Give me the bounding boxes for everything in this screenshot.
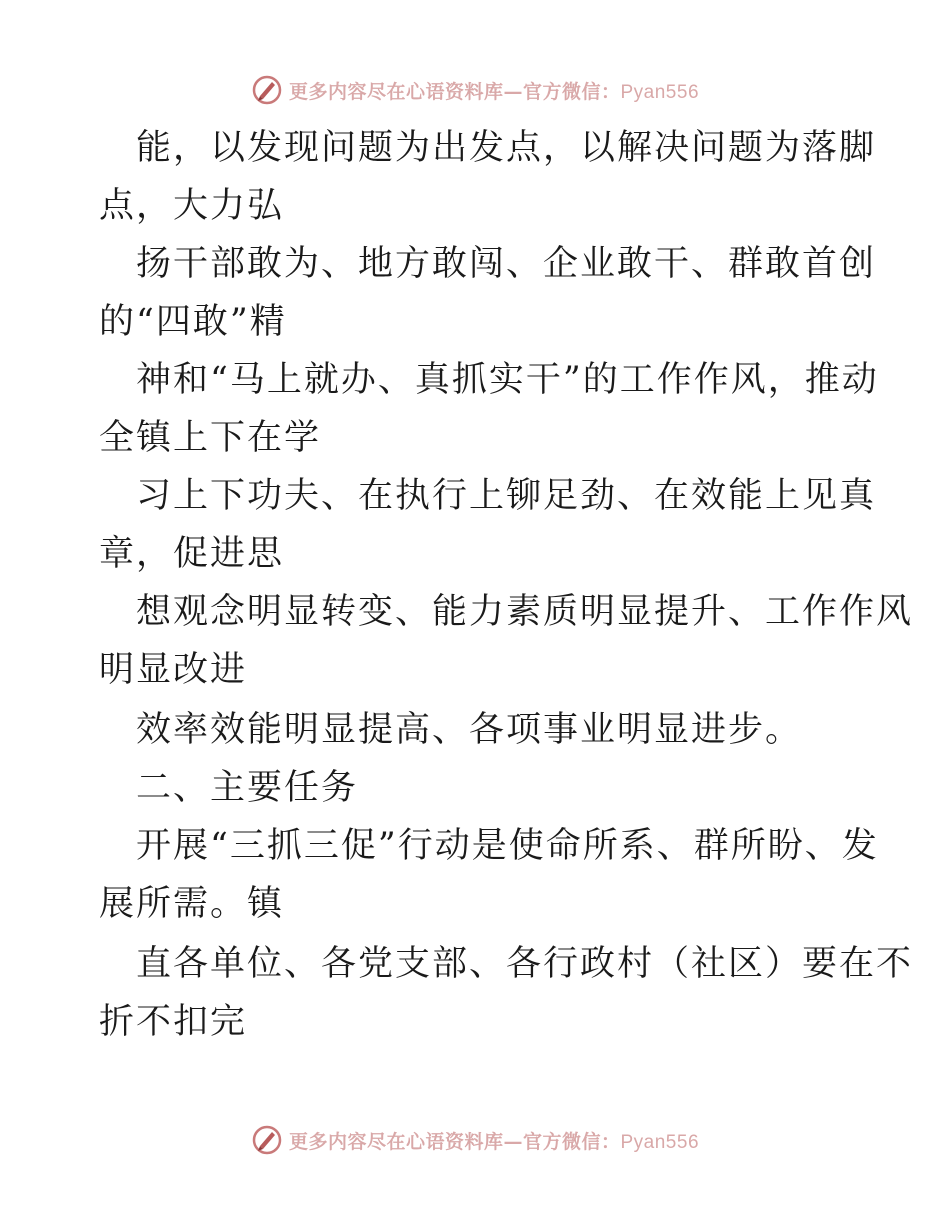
section-heading: 二、主要任务 <box>136 768 359 808</box>
text-line: 章，促进思 <box>99 534 285 574</box>
text-line: 折不扣完 <box>99 1002 248 1042</box>
text-line: 展所需。镇 <box>99 884 285 924</box>
header-watermark <box>0 70 950 110</box>
text-line: 效率效能明显提高、各项事业明显进步。 <box>136 710 803 750</box>
footer-watermark <box>0 1120 950 1160</box>
text-line: 点，大力弘 <box>99 186 285 226</box>
pen-logo-icon <box>251 1124 283 1156</box>
watermark-text: 更多内容尽在心语资料库—官方微信：Pyan556 <box>288 80 700 103</box>
text-line: 开展“三抓三促”行动是使命所系、群所盼、发 <box>136 826 879 866</box>
text-line: 明显改进 <box>99 650 248 690</box>
text-line: 的“四敢”精 <box>99 302 287 342</box>
watermark-text: 更多内容尽在心语资料库—官方微信：Pyan556 <box>288 1130 700 1153</box>
text-line: 想观念明显转变、能力素质明显提升、工作作风 <box>136 592 914 632</box>
pen-logo-icon <box>251 74 283 106</box>
text-line: 能，以发现问题为出发点，以解决问题为落脚 <box>136 128 877 168</box>
text-line: 扬干部敢为、地方敢闯、企业敢干、群敢首创 <box>136 244 877 284</box>
text-line: 习上下功夫、在执行上铆足劲、在效能上见真 <box>136 476 877 516</box>
text-line: 直各单位、各党支部、各行政村（社区）要在不 <box>136 944 914 984</box>
text-line: 神和“马上就办、真抓实干”的工作作风，推动 <box>136 360 879 400</box>
text-line: 全镇上下在学 <box>99 418 322 458</box>
